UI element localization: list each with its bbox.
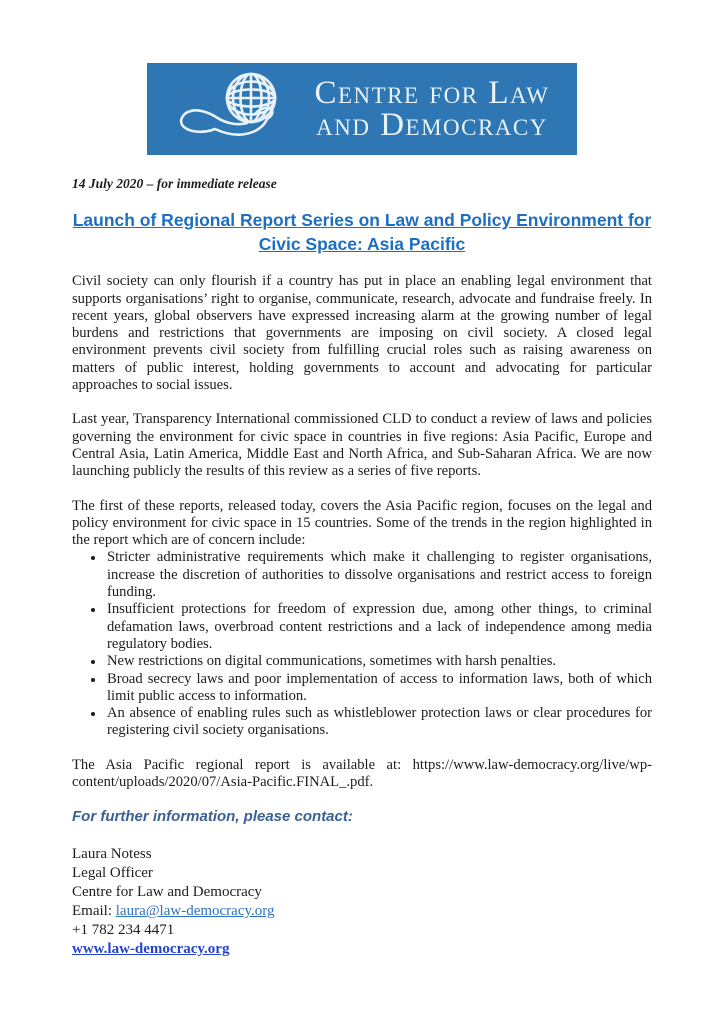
contact-phone: +1 782 234 4471: [72, 922, 175, 939]
org-name-line1: Centre for Law: [314, 74, 550, 111]
bullet-item-expression-protections: • Insufficient protections for freedom of expression due, among other things, to criminal defamation laws, overbroad content restrictions and a lack of independence among media regulatory bodies.: [105, 601, 652, 653]
org-logo: [147, 63, 577, 155]
email-label: Email:: [72, 903, 116, 920]
page-title-line2: Civic Space: Asia Pacific: [258, 234, 466, 255]
bullet-item-enabling-rules: • An absence of enabling rules such as whistleblower protection laws or clear procedures for registering civil society organisations.: [105, 705, 652, 740]
email-link[interactable]: laura@law-democracy.org: [115, 903, 275, 920]
org-name-line2: and Democracy: [316, 107, 548, 143]
release-date-line: 14 July 2020 – for immediate release: [72, 176, 277, 191]
bullet-item-digital-restrictions: • New restrictions on digital communications, sometimes with harsh penalties.: [105, 653, 652, 670]
globe-in-hand-icon: [175, 69, 303, 149]
page-title: [72, 208, 652, 256]
contact-email-line: [72, 902, 652, 921]
bullet-item-secrecy-laws: • Broad secrecy laws and poor implementation of access to information laws, both of which limit public access to information.: [105, 671, 652, 706]
paragraph-civil-society: Civil society can only flourish if a country has put in place an enabling legal environment that supports organisations’ right to organise, communicate, research, advocate and fundraise freely. In recent years, global observers have expressed increasing alarm at the growing number of legal burdens and restrictions that governments are imposing on civil society. A closed legal environment prevents civil society from fulfilling crucial roles such as raising awareness on matters of public interest, holding governments to account and advocating for particular approaches to social issues.: [72, 273, 652, 394]
paragraph-transparency-international: Last year, Transparency International commissioned CLD to conduct a review of laws and policies governing the environment for civic space in countries in five regions: Asia Pacific, Europe and Central Asia, Latin America, Middle East and North Africa, and Sub-Saharan Africa. We are now launching publicly the results of this review as a series of five reports.: [72, 411, 652, 480]
paragraph-report-availability: The Asia Pacific regional report is available at: https://www.law-democracy.org/live/wp-content/uploads/2020/07/Asia-Pacific.FINAL_.pdf.: [72, 756, 652, 790]
contact-heading: For further information, please contact:: [72, 808, 353, 826]
contact-website-line: [72, 940, 652, 959]
trends-bullet-list: [72, 549, 652, 739]
document-body: [72, 175, 652, 959]
contact-role: Legal Officer: [72, 865, 153, 882]
page-title-line1: Launch of Regional Report Series on Law and Policy Environment for: [72, 210, 652, 230]
paragraph-first-report-intro: The first of these reports, released today, covers the Asia Pacific region, focuses on the legal and policy environment for civic space in 15 countries. Some of the trends in the region highlighted in the report which are of concern include:: [72, 497, 652, 549]
contact-block: [72, 845, 652, 959]
contact-name: Laura Notess: [72, 846, 152, 863]
org-logo-text: [314, 74, 550, 143]
website-link[interactable]: www.law-democracy.org: [72, 941, 230, 958]
bullet-item-admin-requirements: • Stricter administrative requirements which make it challenging to register organisations, increase the discretion of authorities to dissolve organisations and restrict access to foreign funding.: [105, 549, 652, 601]
contact-organisation: Centre for Law and Democracy: [72, 884, 262, 901]
